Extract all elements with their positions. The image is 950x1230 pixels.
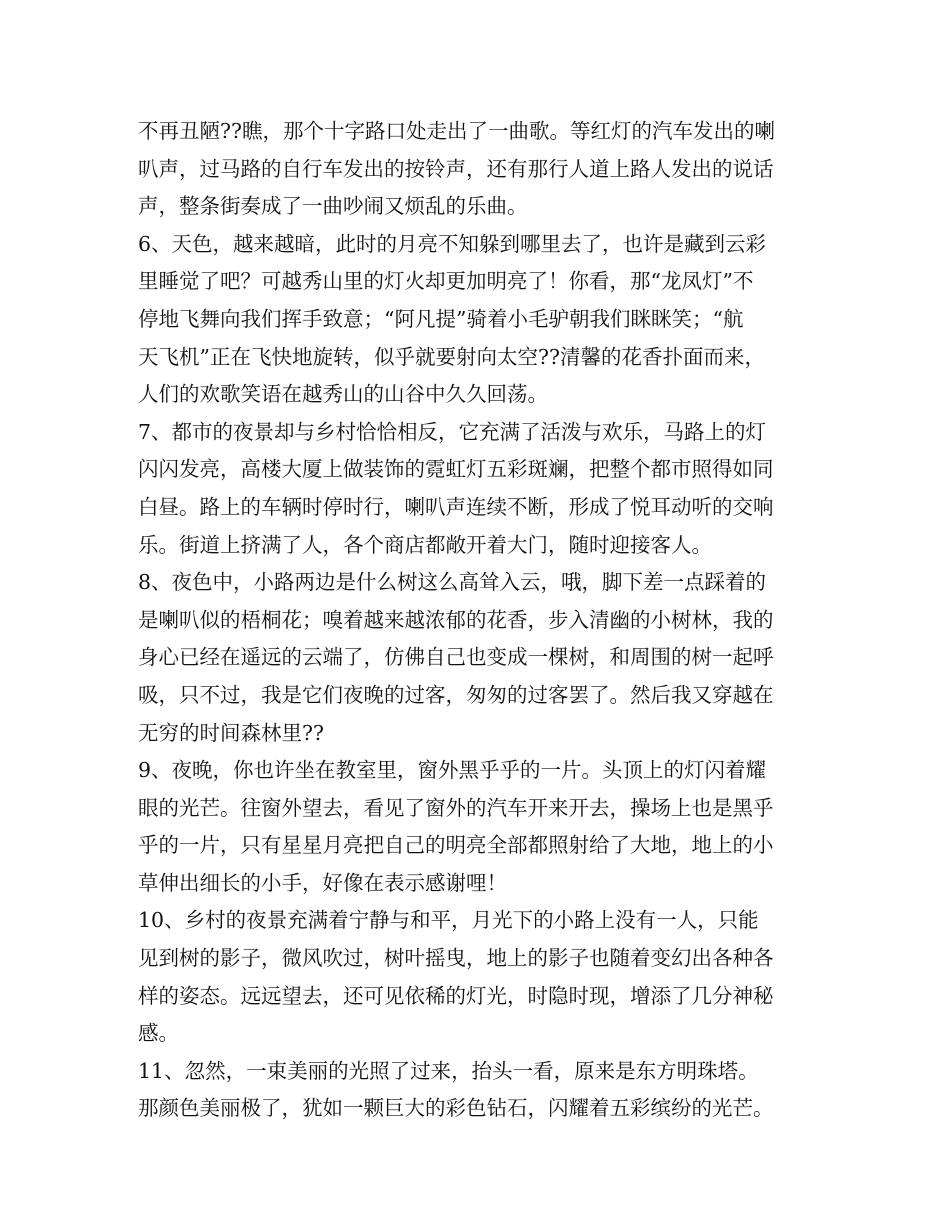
text-line: 里睡觉了吧？可越秀山里的灯火却更加明亮了！你看，那“龙凤灯”不 [138,269,754,294]
text-line: 乎的一片，只有星星月亮把自己的明亮全部都照射给了大地，地上的小 [138,833,774,858]
text-line: 眼的光芒。往窗外望去，看见了窗外的汽车开来开去，操场上也是黑乎 [138,795,774,820]
document-body [138,113,818,1128]
text-line: 6、天色，越来越暗，此时的月亮不知躲到哪里去了，也许是藏到云彩 [138,231,767,256]
text-line: 白昼。路上的车辆时停时行，喇叭声连续不断，形成了悦耳动听的交响 [138,494,774,519]
text-line: 声，整条街奏成了一曲吵闹又烦乱的乐曲。 [138,194,528,219]
text-line: 8、夜色中，小路两边是什么树这么高耸入云，哦，脚下差一点踩着的 [138,570,767,595]
text-line: 人们的欢歌笑语在越秀山的山谷中久久回荡。 [138,382,548,407]
text-line: 9、夜晚，你也许坐在教室里，窗外黑乎乎的一片。头顶上的灯闪着耀 [138,758,767,783]
text-line: 乐。街道上挤满了人，各个商店都敞开着大门，随时迎接客人。 [138,532,712,557]
text-line: 样的姿态。远远望去，还可见依稀的灯光，时隐时现，增添了几分神秘 [138,983,774,1008]
text-line: 见到树的影子，微风吹过，树叶摇曳，地上的影子也随着变幻出各种各 [138,946,774,971]
text-line: 感。 [138,1021,179,1046]
text-line: 闪闪发亮，高楼大厦上做装饰的霓虹灯五彩斑斓，把整个都市照得如同 [138,457,774,482]
text-line: 叭声，过马路的自行车发出的按铃声，还有那行人道上路人发出的说话 [138,156,774,181]
text-line: 天飞机”正在飞快地旋转，似乎就要射向太空??清馨的花香扑面而来， [138,344,765,369]
text-line: 那颜色美丽极了，犹如一颗巨大的彩色钻石，闪耀着五彩缤纷的光芒。 [138,1096,774,1121]
text-line: 10、乡村的夜景充满着宁静与和平，月光下的小路上没有一人，只能 [138,908,759,933]
text-line: 身心已经在遥远的云端了，仿佛自己也变成一棵树，和周围的树一起呼 [138,645,774,670]
text-line: 7、都市的夜景却与乡村恰恰相反，它充满了活泼与欢乐，马路上的灯 [138,419,767,444]
text-line: 停地飞舞向我们挥手致意；“阿凡提”骑着小毛驴朝我们眯眯笑；“航 [138,306,744,331]
text-line: 草伸出细长的小手，好像在表示感谢哩！ [138,870,507,895]
text-line: 不再丑陋??瞧，那个十字路口处走出了一曲歌。等红灯的汽车发出的喇 [138,119,775,143]
text-line: 是喇叭似的梧桐花；嗅着越来越浓郁的花香，步入清幽的小树林，我的 [138,607,774,632]
text-line: 11、忽然，一束美丽的光照了过来，抬头一看，原来是东方明珠塔。 [138,1058,759,1083]
text-line: 无穷的时间森林里?? [138,720,324,745]
text-line: 吸，只不过，我是它们夜晚的过客，匆匆的过客罢了。然后我又穿越在 [138,682,774,707]
